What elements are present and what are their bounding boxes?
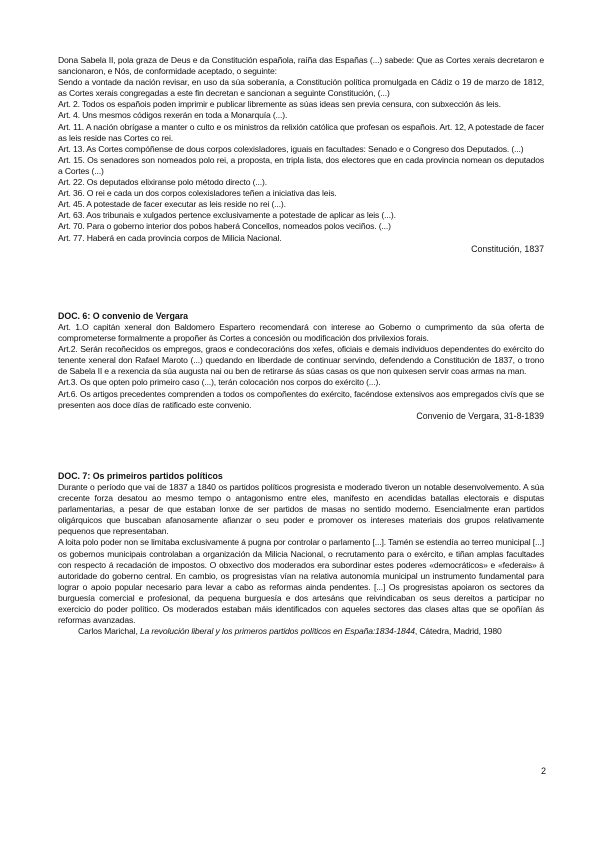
doc5-art11-12: Art. 11. A nación obrígase a manter o culto e os ministros da relixión católica que profesan os españois. Art. 12, A potestade de facer as leis reside nas Cortes co rei. [58,121,544,143]
doc5-preamble: Sendo a vontade da nación revisar, en uso da súa soberanía, a Constitución política promulgada en Cádiz o 19 de marzo de 1812, as Cortes xerais congregadas a este fin decretan e sancionan a seguinte Constitución, (...) [58,77,544,99]
doc5-art22: Art. 22. Os deputados elixiranse polo método directo (...). [58,177,267,188]
doc5-source: Constitución, 1837 [471,243,544,254]
doc7-heading: DOC. 7: Os primeiros partidos políticos [58,471,223,481]
doc6-source: Convenio de Vergara, 31-8-1839 [416,410,544,421]
doc6-art1: Art. 1.O capitán xeneral don Baldomero Espartero recomendará con interese ao Goberno o cumprimento da súa oferta de comprometerse formalmente a propoñer ás Cortes a concesión ou modificación dos privilexios forais. [58,322,544,344]
citation-title: La revolución liberal y los primeros partidos políticos en España:1834-1844 [139,626,415,637]
doc5-art4: Art. 4. Uns mesmos códigos rexerán en toda a Monarquía (...). [58,110,288,121]
doc6-art2: Art.2. Serán recoñecidos os empregos, graos e condecoracións dos xefes, oficiais e demais individuos dependentes do exército do tenente xeneral don Rafael Maroto (...) quedando en liberdade de continuar servindo, defendendo a Constitución de 1837, o trono de Sabela II e a rexencia da súa augusta nai ou ben de retirarse ás súas casas os que non quixesen servir coas armas na man. [58,344,544,377]
doc5-intro: Dona Sabela II, pola graza de Deus e da Constitución española, raíña das Españas (...) sabede: Que as Cortes xerais decretaron e sancionaron, e Nós, de conformidade aceptado, o seguinte: [58,55,544,77]
citation-publisher: , Cátedra, Madrid, 1980 [414,626,502,637]
doc5-art45: Art. 45. A potestade de facer executar as leis reside no rei (...). [58,199,286,210]
doc6-art3: Art.3. Os que opten polo primeiro caso (...), terán colocación nos corpos do exército (...). [58,377,381,388]
citation-author: Carlos Marichal, [78,626,138,637]
doc5-art63: Art. 63. Aos tribunais e xulgados pertence exclusivamente a potestade de aplicar as leis (...). [58,210,396,221]
doc5-section [58,55,544,255]
doc6-section [58,311,544,422]
doc5-art15: Art. 15. Os senadores son nomeados polo rei, a proposta, en tripla lista, dos electores que en cada provincia nomean os deputados a Cortes (...) [58,154,544,176]
doc5-art77: Art. 77. Haberá en cada provincia corpos de Milicia Nacional. [58,232,282,243]
doc7-section [58,471,544,637]
doc6-art6: Art.6. Os artigos precedentes comprenden a todos os compoñentes do exército, facéndose extensivos aos empregados civís que se presenten aos doce días de ratificado este convenio. [58,388,544,410]
doc5-art13: Art. 13. As Cortes compóñense de dous corpos colexisladores, iguais en facultades: Senado e o Congreso dos Deputados. (...) [58,143,524,154]
doc7-paragraph-2: A loita polo poder non se limitaba exclusivamente á pugna por controlar o parlamento [...]. Tamén se estendía ao terreo municipal [...] os gobernos municipais controlaban a organización da Milicia Nacional, o recrutamento para o exército, e tiñan amplas facultades con respecto á recadación de impostos. O obxectivo dos moderados era subordinar estes poderes «democráticos» e «federais» á autoridade do goberno central. En cambio, os progresistas vían na relativa autonomía municipal un instrumento fundamental para lograr o apoio popular necesario para levar a cabo as reformas ainda pendentes. [...] Os progresistas apoiaron os sectores da burguesía comercial e profesional, da pequena burguesía e dos artesáns que reivindicaban os seus dereitos a participar no exercicio do poder político. Os moderados estaban máis identificados con aqueles sectores das clases altas que se opoñían ás reformas avanzadas. [58,537,544,626]
doc7-paragraph-1: Durante o período que vai de 1837 a 1840 os partidos políticos progresista e moderado tiveron un notable desenvolvemento. A súa crecente forza desatou ao mesmo tempo o antagonismo entre eles, manifesto en acendidas batallas electorais e disputas parlamentarias, a pesar de que estaban lonxe de ser partidos de masas no sentido moderno. Esencialmente eran partidos oligárquicos que buscaban afanosamente afianzar o seu poder e promover os intereses materiais dos grupos relativamente pequenos que representaban. [58,482,544,537]
doc5-art2: Art. 2. Todos os españois poden imprimir e publicar libremente as súas ideas sen previa censura, con subxección ás leis. [58,99,501,110]
doc5-art36: Art. 36. O rei e cada un dos corpos colexisladores teñen a iniciativa das leis. [58,188,337,199]
doc7-citation [58,626,544,637]
page-number: 2 [541,766,547,776]
doc6-heading: DOC. 6: O convenio de Vergara [58,311,189,321]
doc5-art70: Art. 70. Para o goberno interior dos pobos haberá Concellos, nomeados polos veciños. (...) [58,221,391,232]
